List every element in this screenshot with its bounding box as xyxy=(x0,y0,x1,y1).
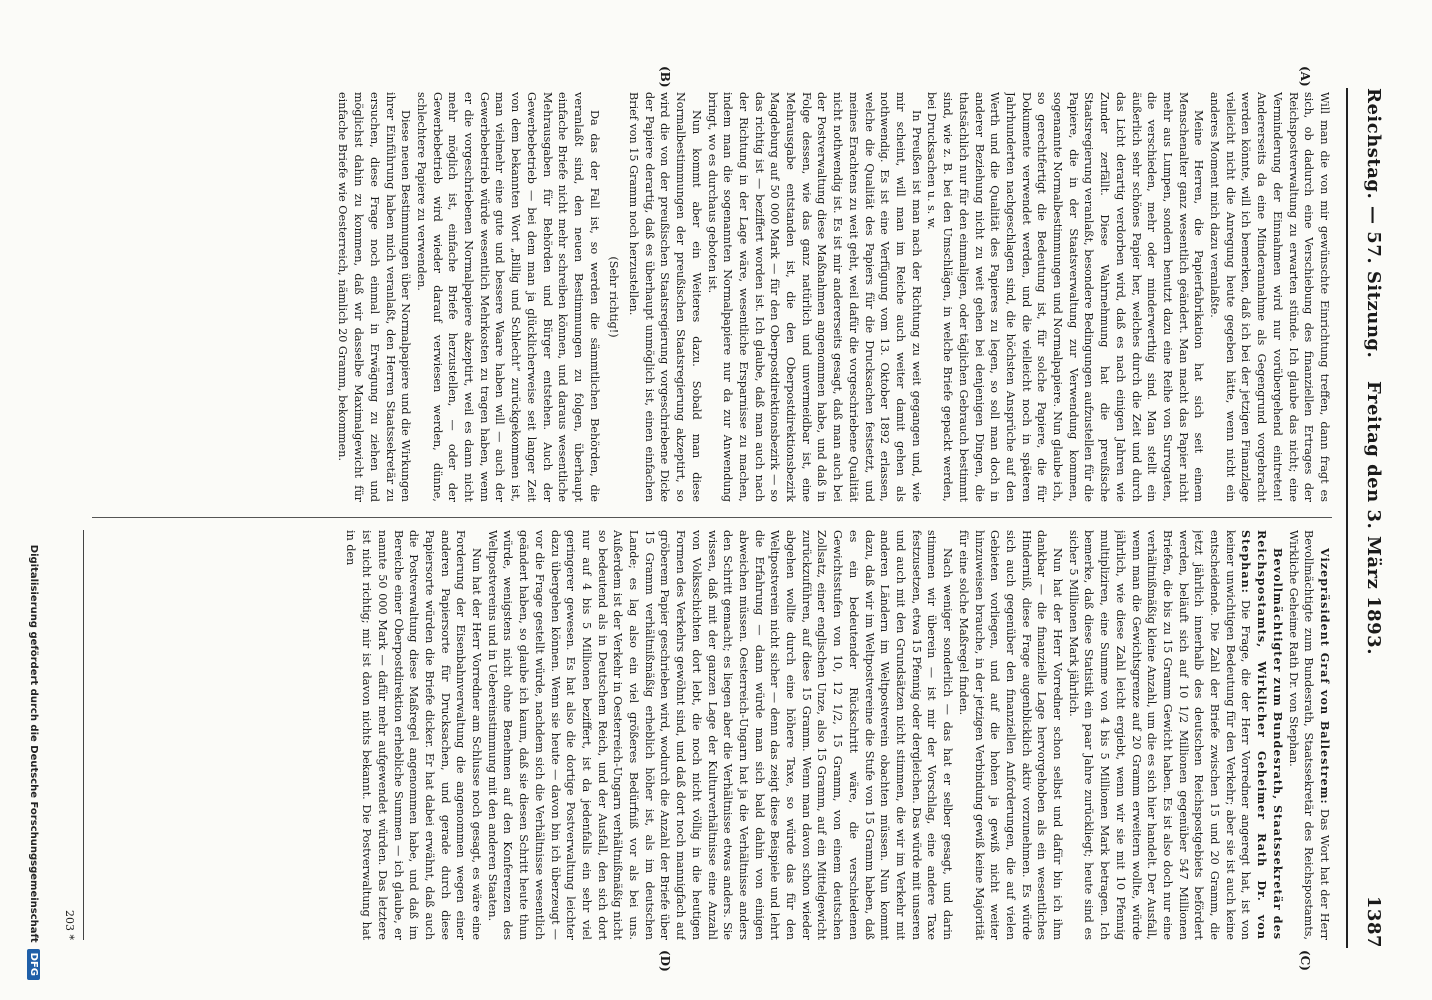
interjection: (Sehr richtig!) xyxy=(607,256,621,338)
paragraph: In Preußen ist man nach der Richtung zu weit gegangen und, wie mir scheint, will man im Reiche auch weiter damit gehen als nothwendig. Es ist eine Verfügung vom 13. Oktober 1892 erlassen, welche die Qualität des Papiers für die Drucksachen festsetzt, und meines Erachtens zu weit geht, weil dafür die vorgeschriebene Qualität nicht nothwendig ist. Es ist mir andererseits gesagt, daß man auch bei der Postverwaltung diese Maßnahmen angenommen habe, und daß in Folge dessen, wie das ganz natürlich und unvermeidbar ist, eine Mehrausgabe entstanden ist, die den Oberpostdirektionsbezirk Magdeburg auf 50 000 Mark — für den Oberpostdirektionsbezirk — so das richtig ist — beziffert worden ist. Ich glaube, daß man auch nach der Richtung in der Lage wäre, wesentliche Ersparnisse zu machen, indem man die sogenannten Normalpapiere nur da zur Anwendung bringt, wo es durchaus geboten ist. xyxy=(705,92,923,502)
dfg-notice-text: Digitalisierung gefördert durch die Deutsche Forschungsgemeinschaft xyxy=(28,544,39,943)
left-column xyxy=(82,92,1332,502)
header-date: Freitag den 3. März 1893. xyxy=(1363,381,1384,655)
paragraph: Nach weniger sonderlich — das hat er selber gesagt, und darin stimmen wir überein — ist mir der Vorschlag, eine andere Taxe festzusetzen, etwa 15 Pfennig oder dergleichen. Das würde mit unseren und auch mit den Grundsätzen nicht stimmen, die wir im Verkehr mit anderen Ländern im Weltpostverein obachten müssen. Nun kommt dazu, daß wir im Weltpostvereine die Stufe von 15 Gramm haben, daß es ein bedeutender Rückschritt wäre, die verschiedenen Gewichtsstufen von 10, 12 1/2, 15 Gramm, von einem deutschen Zollsatz, einer englischen Unze, also 15 Gramm, auf ein Mittelgewicht zurückzuführen, auf diese 15 Gramm. Wenn man davon schon wieder abgehen wollte durch eine höhere Taxe, so würde das für den Weltpostverein nicht sicher — denn das zeigt diese Beispiele und lehrt die Erfahrung — dann würde man sich bald dahin von einigen abweichen müssen. Oesterreich-Ungarn hat ja die Verhältnisse anders den Schritt gemacht; es liegen aber die Verhältnisse etwas anders. Sie wissen, daß mit der ganzen Lage der Kulturverhältnisse eine Anzahl von Volksschichten dort lebt, die noch nicht völlig in die heutigen Formen des Verkehrs gewöhnt sind, und daß dort noch mannigfach auf gröberem Papier geschrieben wird, wodurch die Anzahl der Briefe über 15 Gramm verhältnißmäßig erheblich höher ist, als im deutschen Lande; es lag also ein viel größeres Bedürfniß vor als bei uns. Außerdem ist der Verkehr in Oesterreich-Ungarn verhältnißmäßig nicht so bedeutend als in Deutschem Reich, und der Ausfall, den sich dort nur auf 4 bis 5 Millionen beziffert, ist da jedenfalls ein sehr viel geringerer gewesen. Es hat also die dortige Postverwaltung leichter dazu übergehen können. Wenn sie heute — davon bin ich überzeugt — vor die Frage gestellt würde, nachdem sich die Verhältnisse wesentlich geändert haben, so glaube ich kaum, daß sie diesen Schritt heute thun würde, wenigstens nicht ohne Benehmen auf den Konferenzen des Weltpostvereins und in Uebereinstimmung mit den anderen Staaten. xyxy=(485,530,955,940)
speaker-name: Vizepräsident Graf von Ballestrem: xyxy=(1318,548,1332,805)
margin-marker-b: (B) xyxy=(658,66,672,88)
dfg-notice xyxy=(20,120,40,980)
margin-marker-d: (D) xyxy=(658,950,672,972)
paragraph: Nun hat der Herr Vorredner am Schlusse noch gesagt, es wäre eine Forderung der Eisenbahnverwaltung die angenommen wegen einer anderen Papiersorte für Drucksachen, und gerade durch diese Papiersorte würden die Briefe dicker. Er hat dabei erwähnt, daß auch die Postverwaltung diese Maßregel angenommen habe, und daß im Bereiche einer Oberpostdirektion erhebliche Summen — ich glaube, er nannte 50 000 Mark — dafür mehr aufgewendet würden. Das letztere ist nicht richtig; mir ist davon nichts bekannt. Die Postverwaltung hat in den xyxy=(344,530,484,940)
header-page-number: 1387 xyxy=(1363,895,1384,948)
speaker-paragraph: Vizepräsident Graf von Ballestrem: Das Wort hat der Herr Bevollmächtigte zum Bundesrath, Staatssekretär des Reichspostamts, Wirkliche Geheime Rath Dr. von Stephan. xyxy=(1286,530,1332,940)
paragraph: Will man die von mir gewünschte Einrichtung treffen, dann fragt es sich, ob dadurch eine Verschiebung des finanziellen Ertrages der Reichspostverwaltung zu erwarten stünde. Ich glaube das nicht; eine Verminderung der Einnahmen wird nur vorübergehend eintreten! Andererseits da eine Minderannahme als Gegengrund vorgebracht werden könnte, will ich bemerken, daß ich bei der jetzigen Finanzlage vielleicht nicht die Anregung heute gegeben hätte, wenn nicht ein anderes Moment mich dazu veranlaßte. xyxy=(1208,92,1331,502)
paragraph: Meine Herren, die Papierfabrikation hat sich seit einem Menschenalter ganz wesentlich geändert. Man macht das Papier nicht mehr aus Lumpen, sondern benutzt dazu eine Reihe von Surrogaten, die verschieden, mehr oder minderwerthig sind. Man stellt ein äußerlich sehr schönes Papier her, welches durch die Zeit und durch das Licht derartig verdorben wird, daß es nach einigen Jahren wie Zunder zerfällt. Diese Wahrnehmung hat die preußische Staatsregierung veranlaßt, besondere Bedingungen aufzustellen für die Papiere, die in der Staatsverwaltung zur Verwendung kommen, sogenannte Normalbestimmungen und Normalpapiere. Nun glaube ich, so gerechtfertigt die Bedeutung ist, für solche Papiere, die für Dokumente verwendet werden, und die vielleicht noch in späteren Jahrhunderten nachgeschlagen sind, die höchsten Ansprüche auf den Werth und die Qualität des Papieres zu legen, so soll man doch in anderer Beziehung nicht zu weit gehen bei denjenigen Dingen, die thatsächlich nur für den einmaligen, oder täglichen Gebrauch bestimmt sind, wie z. B. bei den Umschlägen, in welche Briefe gepackt werden, bei Drucksachen u. s. w. xyxy=(925,92,1206,502)
header-rule xyxy=(1346,88,1348,948)
right-column xyxy=(82,530,1332,940)
header-session: Reichstag. — 57. Sitzung. xyxy=(1363,88,1384,359)
speaker-name: Bevollmächtigter zum Bundesrath, Staatssekretär des Reichspostamts, Wirklicher Geheimer Rath Dr. von Stephan: xyxy=(1239,530,1285,940)
paragraph: Da das der Fall ist, so werden die sämmtlichen Behörden, die veranlaßt sind, den neuen Bestimmungen zu folgen, überhaupt einfache Briefe nicht mehr schreiben können, und daraus wesentliche Mehrausgaben für Behörden und Bürger entstehen. Auch der Gewerbebetrieb — bei dem man ja glücklicherweise seit langer Zeit von dem bekannten Wort „Billig und Schlecht“ zurückgekommen ist, man vielmehr eine gute und bessere Waare haben will — auch der Gewerbebetrieb würde wesentlich Mehrkosten zu tragen haben, wenn er die vorgeschriebenen Normalpapiere akzeptirt, weil es dann nicht mehr möglich ist, einfache Briefe herzustellen, — oder der Gewerbebetrieb wird wieder darauf verwiesen werden, dünne, schlechtere Papiere zu verwenden. xyxy=(414,92,601,502)
paragraph: Diese neuen Bestimmungen über Normalpapiere und die Wirkungen ihrer Einführung haben mich veranlaßt, den Herren Staatssekretär zu ersuchen, diese Frage noch einmal in Erwägung zu ziehen und möglichst dahin zu kommen, daß wir dasselbe Maximalgewicht für einfache Briefe wie Oesterreich, nämlich 20 Gramm, bekommen. xyxy=(336,92,413,502)
margin-marker-a: (A) xyxy=(1298,66,1312,87)
column-end-rule xyxy=(83,530,84,940)
dfg-logo: DFG xyxy=(27,949,40,980)
margin-marker-c: (C) xyxy=(1298,950,1312,971)
paragraph: Nun hat der Herr Vorredner schon selbst und dafür bin ich ihm dankbar — die finanzielle Lage hervorgehoben als ein wesentliches Hinderniß, diese Frage augenblicklich aktiv vorzunehmen. Es würde sich auch gegenüber den finanziellen Anforderungen, die auf vielen Gebieten vorliegen, und auf die hohen ja gewiß nicht weiter hinzuweisen brauche, in der jetzigen Verbindung gewiß keine Majorität für eine solche Maßregel finden. xyxy=(956,530,1065,940)
signature-mark: 203 * xyxy=(63,910,76,940)
column-divider xyxy=(92,517,1332,518)
speaker-paragraph: Bevollmächtigter zum Bundesrath, Staatssekretär des Reichspostamts, Wirklicher Geheimer Rath Dr. von Stephan: Die Frage, die der Herr Vorredner angeregt hat, ist von keiner unwichtigen Bedeutung für den Verkehr; aber sie ist auch keine entscheidende. Die Zahl der Briefe zwischen 15 und 20 Gramm, die jetzt jährlich innerhalb des deutschen Reichspostgebiets befördert werden, beläuft sich auf 10 1/2 Millionen gegenüber 547 Millionen Briefen, die bis zu 15 Gramm Gewicht haben. Es ist also doch nur eine verhältnißmäßig kleine Anzahl, um die es sich hier handelt. Der Ausfall, wenn man die Gewichtsgrenze auf 20 Gramm erweitern wollte, würde jährlich, wie diese Zahl leicht ergiebt, wenn wir sie mit 10 Pfennig multipliziren, eine Summe von 4 bis 5 Millionen Mark betragen. Ich bemerke, daß diese Statistik ein paar Jahre zurückliegt; heute sind es sicher 5 Millionen Mark jährlich. xyxy=(1066,530,1285,940)
paragraph: Nun kommt aber ein Weiteres dazu. Sobald man diese Normalbestimmungen der preußischen Staatsregierung akzeptirt, so wird die von der preußischen Staatsregierung vorgeschriebene Dicke der Papiere derartig, daß es überhaupt unmöglich ist, einen einfachen Brief von 15 Gramm noch herzustellen. xyxy=(627,92,703,502)
running-header xyxy=(1352,88,1392,948)
